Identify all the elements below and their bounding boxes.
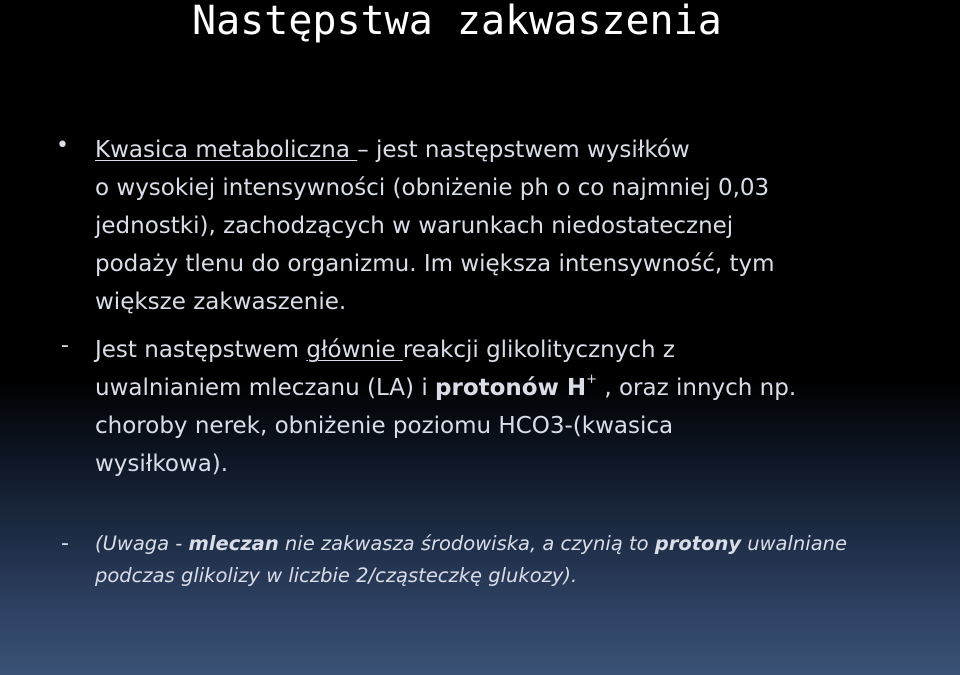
text-segment: uwalniane bbox=[741, 532, 848, 555]
bullet-acidosis-line-4: podaży tlenu do organizmu. Im większa intensywność, tym bbox=[95, 251, 775, 277]
bullet-note-line-2: podczas glikolizy w liczbie 2/cząsteczkę glukozy). bbox=[95, 564, 578, 587]
bold-protons: protony bbox=[654, 532, 742, 555]
text-segment: Jest następstwem bbox=[95, 337, 307, 363]
text-segment: nie zakwasza środowiska, a czynią to bbox=[278, 532, 655, 555]
bullet-acidosis-line-5: większe zakwaszenie. bbox=[95, 289, 347, 315]
text-segment: reakcji glikolitycznych z bbox=[402, 337, 675, 363]
bullet-consequence-line-1 bbox=[95, 331, 895, 369]
term-metabolic-acidosis: Kwasica metaboliczna bbox=[95, 137, 358, 163]
bullet-marker: • bbox=[56, 133, 69, 158]
text-segment: (Uwaga - bbox=[95, 532, 189, 555]
bullet-acidosis bbox=[95, 131, 895, 321]
bold-protons: protonów H bbox=[435, 375, 587, 401]
bold-lactate: mleczan bbox=[188, 532, 279, 555]
bullet-note-line-1 bbox=[95, 528, 895, 560]
bullet-consequence-line-3: choroby nerek, obniżenie poziomu HCO3-(kwasica bbox=[95, 413, 674, 439]
underlined-word: głównie bbox=[306, 337, 403, 363]
bullet-note bbox=[95, 528, 895, 592]
dash-marker: - bbox=[61, 531, 69, 556]
bullet-consequence-line-2 bbox=[95, 369, 895, 407]
bullet-consequence bbox=[95, 331, 895, 483]
text-segment: , oraz innych np. bbox=[597, 375, 797, 401]
dash-marker: - bbox=[61, 333, 69, 358]
text-segment: – jest następstwem wysiłków bbox=[357, 137, 690, 163]
bullet-acidosis-line-2: o wysokiej intensywności (obniżenie ph o co najmniej 0,03 bbox=[95, 175, 770, 201]
superscript-plus: + bbox=[586, 372, 598, 388]
bullet-acidosis-line-3: jednostki), zachodzących w warunkach niedostatecznej bbox=[95, 213, 734, 239]
text-segment: uwalnianiem mleczanu (LA) i bbox=[95, 375, 436, 401]
slide-title: Następstwa zakwaszenia bbox=[192, 0, 722, 44]
bullet-consequence-line-4: wysiłkowa). bbox=[95, 451, 229, 477]
bullet-acidosis-line-1 bbox=[95, 131, 895, 169]
